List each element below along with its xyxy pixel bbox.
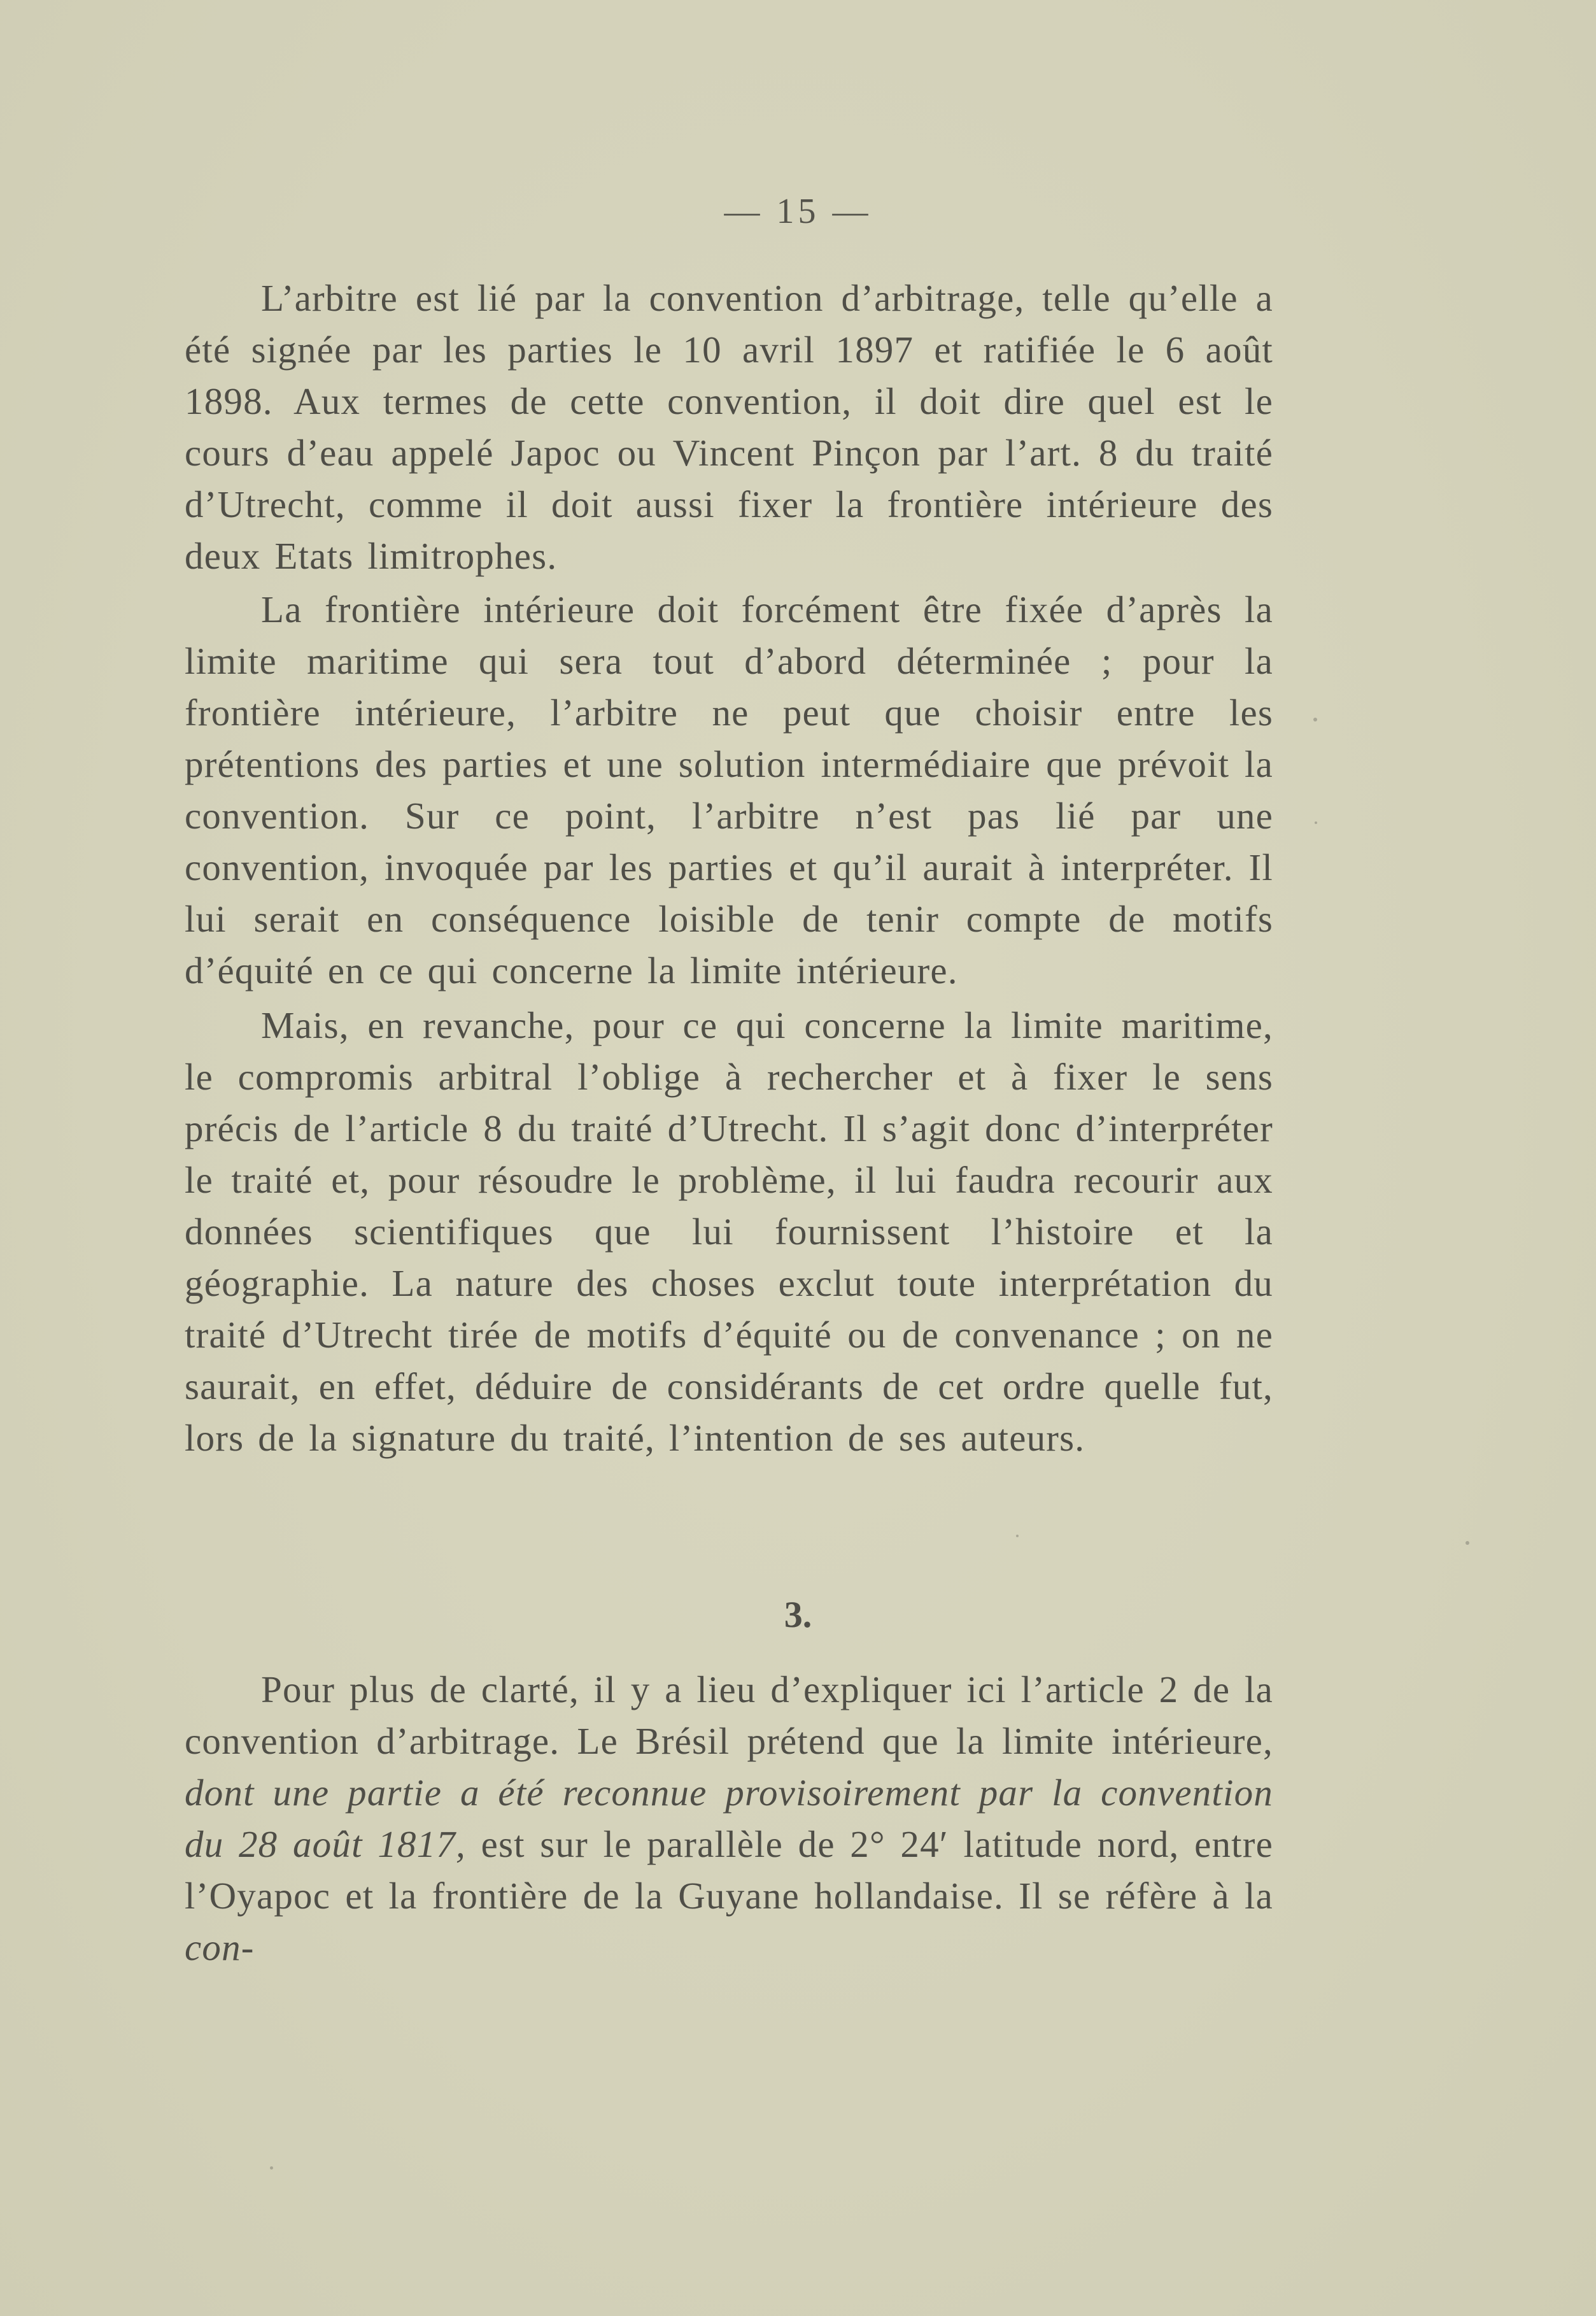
paragraph-3: [185, 1000, 1273, 1464]
paper-speck: [1313, 718, 1317, 721]
paper-speck: [1465, 1541, 1469, 1545]
paragraph-4-text: [185, 1664, 1273, 1973]
paragraph-4: [185, 1664, 1273, 1973]
section-number: 3.: [784, 1594, 812, 1635]
paragraph-4-part-a: Pour plus de clarté, il y a lieu d’expliquer ici l’article 2 de la convention d’arbitrage. Le Brésil prétend que la limite intérieure,: [185, 1668, 1273, 1762]
paragraph-4-italic-end: con-: [185, 1926, 255, 1968]
paragraph-1: [185, 273, 1273, 582]
page-number: — 15 —: [724, 192, 872, 231]
paragraph-2-text: La frontière intérieure doit forcément être fixée d’après la limite maritime qui sera tout d’abord déterminée ; pour la frontière intérieure, l’arbitre ne peut que choisir entre les prétentions des parties et une solution intermédiaire que prévoit la convention. Sur ce point, l’arbitre n’est pas lié par une convention, invoquée par les parties et qu’il aurait à interpréter. Il lui serait en conséquence loisible de tenir compte de motifs d’équité en ce qui concerne la limite intérieure.: [185, 588, 1273, 991]
paragraph-4-italic-quote: dont une partie a été reconnue provisoirement par la convention du 28 août 1817,: [185, 1772, 1273, 1865]
paper-speck: [1016, 1535, 1019, 1537]
paragraph-2: [185, 584, 1273, 997]
paragraph-4-part-c: est sur le parallèle de 2° 24′ latitude nord, entre l’Oyapoc et la frontière de la Guyane hollandaise. Il se réfère à la: [185, 1823, 1273, 1917]
paper-speck: [1315, 821, 1317, 824]
paragraph-1-text: L’arbitre est lié par la convention d’arbitrage, telle qu’elle a été signée par les parties le 10 avril 1897 et ratifiée le 6 août 1898. Aux termes de cette convention, il doit dire quel est le cours d’eau appelé Japoc ou Vincent Pinçon par l’art. 8 du traité d’Utrecht, comme il doit aussi fixer la frontière intérieure des deux Etats limitrophes.: [185, 277, 1273, 577]
paper-speck: [270, 2166, 273, 2170]
paragraph-3-text: Mais, en revanche, pour ce qui concerne la limite maritime, le compromis arbitral l’oblige à rechercher et à fixer le sens précis de l’article 8 du traité d’Utrecht. Il s’agit donc d’interpréter le traité et, pour résoudre le problème, il lui faudra recourir aux données scientifiques que lui fournissent l’histoire et la géographie. La nature des choses exclut toute interprétation du traité d’Utrecht tirée de motifs d’équité ou de convenance ; on ne saurait, en effet, déduire de considérants de cet ordre quelle fut, lors de la signature du traité, l’intention de ses auteurs.: [185, 1004, 1273, 1459]
